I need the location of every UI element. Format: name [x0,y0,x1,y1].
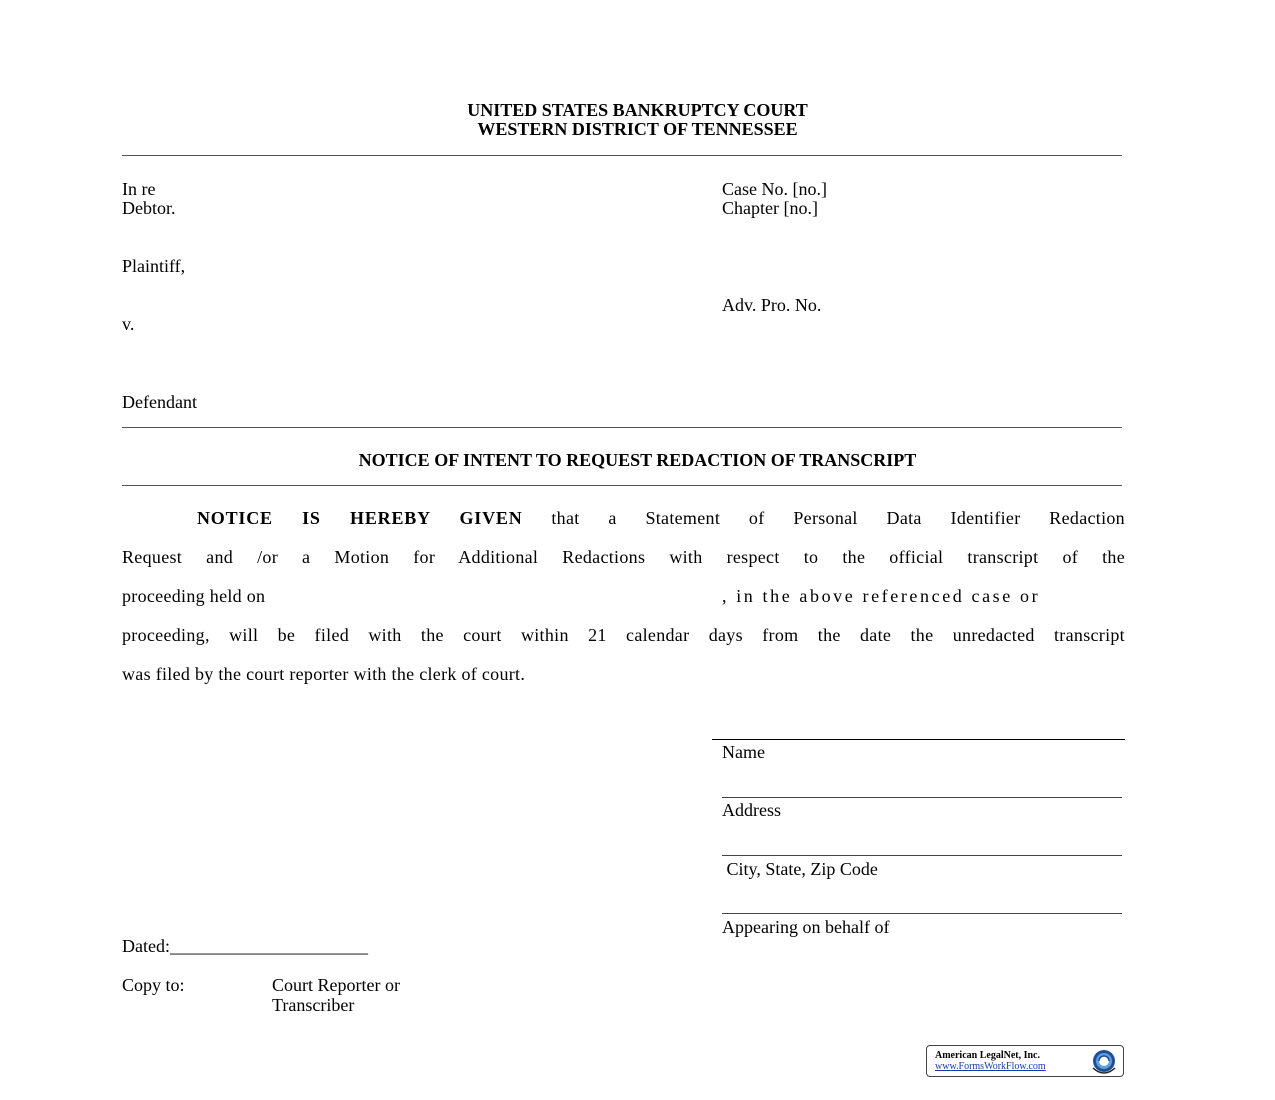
body-line-3-end: , in the above referenced case or [722,586,1041,606]
body-line-4: proceeding, will be filed with the court within 21 calendar days from the date the unredacted transcript [122,625,1125,645]
versus-label: v. [122,314,135,334]
body-line-1 [122,499,1125,538]
adversary-proceeding-number: Adv. Pro. No. [722,295,822,315]
city-state-zip-label: City, State, Zip Code [722,859,878,879]
case-number: Case No. [no.] [722,179,827,199]
address-label: Address [722,800,781,820]
logo-company-name: American LegalNet, Inc. [935,1050,1040,1061]
defendant-label: Defendant [122,392,197,412]
notice-lead: NOTICE IS HEREBY GIVEN [197,508,523,528]
body-line-5: was filed by the court reporter with the clerk of court. [122,664,526,684]
court-name: UNITED STATES BANKRUPTCY COURT [467,100,808,120]
body-line-2: Request and /or a Motion for Additional Redactions with respect to the official transcript of the [122,547,1125,567]
in-re-label: In re [122,179,156,199]
body-line-3 [122,577,1125,616]
court-district: WESTERN DISTRICT OF TENNESSEE [477,119,798,139]
title-divider [122,485,1122,486]
chapter-number: Chapter [no.] [722,198,818,218]
debtor-label: Debtor. [122,198,176,218]
behalf-signature-line [722,913,1122,914]
body-line-1-rest: that a Statement of Personal Data Identifier Redaction [551,508,1125,528]
city-signature-line [722,855,1122,856]
globe-icon [1087,1048,1119,1074]
copy-to-recipient-2: Transcriber [272,995,355,1015]
notice-title: NOTICE OF INTENT TO REQUEST REDACTION OF TRANSCRIPT [358,450,917,470]
plaintiff-label: Plaintiff, [122,256,186,276]
copy-to-label: Copy to: [122,975,185,995]
header-divider [122,155,1122,156]
dated-field: Dated:______________________ [122,936,368,956]
logo-website-link[interactable]: www.FormsWorkFlow.com [935,1061,1046,1072]
notice-body [122,499,1125,694]
name-label: Name [722,742,765,762]
proceeding-held-on: proceeding held on [122,586,266,606]
name-signature-line [712,739,1125,740]
address-signature-line [722,797,1122,798]
appearing-on-behalf-label: Appearing on behalf of [722,917,890,937]
american-legalnet-logo[interactable] [926,1045,1124,1077]
caption-divider [122,427,1122,428]
copy-to-recipient-1: Court Reporter or [272,975,400,995]
